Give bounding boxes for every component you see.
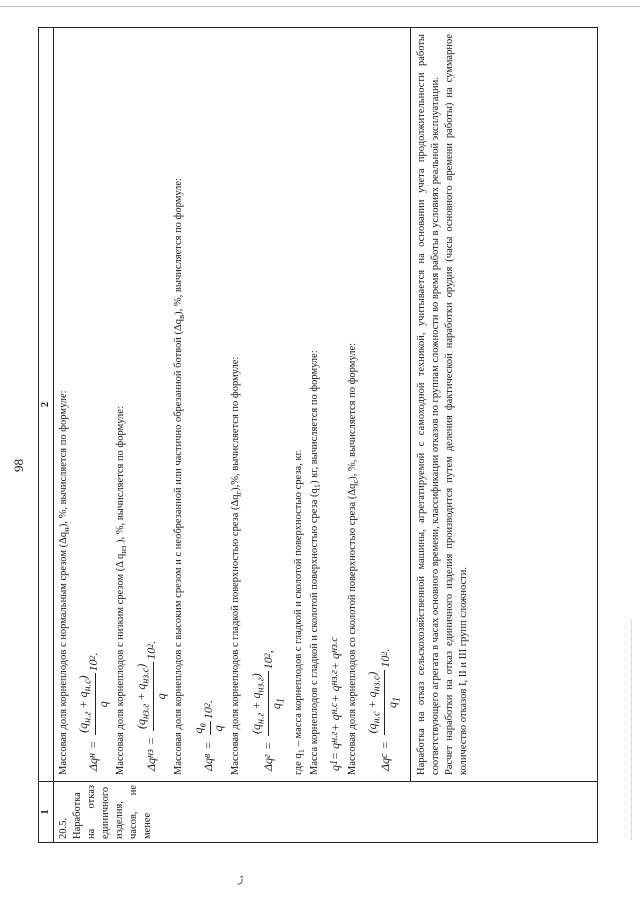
col-header-1: 1: [39, 782, 54, 843]
formula-chipped-cut: Δq с = $(q_{н.с} + q_{нз.с})$ $q_1$ 10 2 .: [364, 648, 403, 771]
formula-low-cut: Δq нз = $(q_{нз.г} + q_{нз.с})$ q 10 2 .: [133, 640, 168, 771]
intro-high-cut: Массовая доля корнеплодов с высоким срезом и с необрезанной или частично обрезанной ботвой $(\Delta q_в)$, %, вычисляется по формуле:: [172, 178, 187, 775]
row-name: 20.5. Наработка на отказ единичного изделия, часов, не менее: [58, 785, 153, 839]
intro-smooth-cut: Массовая доля корнеплодов с гладкой поверхностью среза $(\Delta q_г),\%$, вычисляется по формуле:: [230, 356, 244, 775]
table-row: [54, 28, 598, 843]
formula-high-cut: Δq в = $q_в$ q 10 2 .: [191, 700, 226, 771]
mass-intro: Масса корнеплодов с гладкой и сколотой поверхностью среза $(q_1)$ кг, вычисляется по формуле:: [309, 350, 323, 775]
col-header-2: 2: [39, 28, 54, 782]
paragraph-mtbf-calc: Расчет наработки на отказ единичного изделия производится путем деления фактической наработки орудия (часы основного времени работы) на суммарное количество отказов I, II и III групп сложности.: [444, 34, 470, 775]
formula-mass-q1: q 1 = q н.г + q н.с + q нз.г + q нз.с: [327, 637, 342, 771]
row-description: [54, 28, 474, 781]
intro-normal-cut: Массовая доля корнеплодов с нормальным срезом $(\Delta q_н)$, %, вычисляется по формуле:: [58, 390, 72, 775]
spec-table: [38, 27, 598, 843]
formula-normal-cut: Δq н = $(q_{н.г} + q_{н.с})$ q 10 2 .: [76, 652, 111, 771]
formula-smooth-cut: Δq г = $(q_{н.г} + q_{нз.г})$ $q_1$ 10 2 ,: [248, 650, 287, 771]
table-header-row: [39, 28, 54, 843]
scan-mark: ڑ: [238, 873, 244, 885]
intro-chipped-cut: Массовая доля корнеплодов со сколотой поверхностью среза $(\Delta q_с)$, %, вычисляется по формуле:: [346, 342, 360, 775]
section-divider: [410, 28, 411, 781]
paragraph-mtbf-basis: Наработка на отказ сельскохозяйственной машины, агрегатируемой с самоходной техникой, учитывается на основании учета продолжительности работы соответствующего агрегата в часах основного времени, классификации отказов по группам сложности во время работы в условиях реальной эксплуатации.: [416, 34, 442, 775]
page-number: 98: [11, 459, 26, 472]
where-note: где $q_1$ – масса корнеплодов с гладкой и сколотой поверхностью среза, кг.: [293, 449, 307, 775]
intro-low-cut: Массовая доля корнеплодов с низким срезом (Δ $q_{нз}$ ), %, вычисляется по формуле:: [115, 406, 129, 775]
